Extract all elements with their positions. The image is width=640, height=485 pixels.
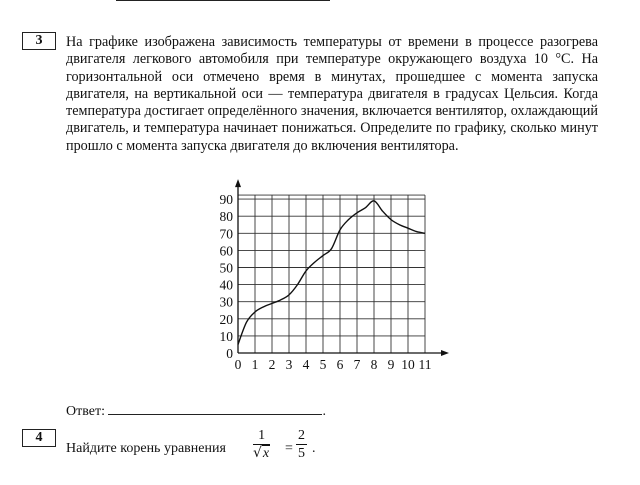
task-number-box — [22, 429, 56, 447]
equation-end: . — [312, 441, 316, 456]
x-tick-label: 2 — [268, 357, 276, 372]
x-tick-label: 6 — [336, 357, 344, 372]
y-tick-label: 10 — [219, 328, 233, 344]
rhs-fraction — [296, 428, 307, 462]
y-tick-label: 40 — [219, 277, 233, 293]
chart-tick-labels — [220, 192, 432, 372]
y-tick-label: 20 — [219, 311, 233, 327]
y-tick-label: 0 — [226, 346, 233, 361]
equals-sign: = — [285, 441, 293, 456]
y-axis-arrow — [235, 179, 241, 187]
x-tick-label: 9 — [387, 357, 395, 372]
sqrt-sign: √ — [253, 445, 262, 461]
y-tick-label: 60 — [219, 243, 233, 259]
task-number: 4 — [35, 430, 43, 445]
x-tick-label: 5 — [319, 357, 327, 372]
x-tick-label: 11 — [418, 357, 432, 372]
variable-x: x — [262, 446, 270, 461]
chart-series — [238, 201, 425, 345]
lhs-fraction — [253, 428, 270, 462]
y-tick-label: 70 — [219, 226, 233, 242]
task4-statement: Найдите корень уравнения — [66, 441, 226, 456]
x-tick-label: 1 — [251, 357, 259, 372]
x-tick-label: 8 — [370, 357, 378, 372]
rhs-numerator: 2 — [298, 428, 305, 443]
y-tick-label: 30 — [219, 294, 233, 310]
answer-field[interactable] — [108, 401, 322, 415]
y-tick-label: 50 — [219, 260, 233, 276]
temperature-curve — [238, 201, 425, 345]
answer-row — [66, 401, 326, 420]
rhs-denominator: 5 — [298, 446, 305, 461]
task-number: 3 — [35, 33, 43, 48]
x-tick-label: 10 — [401, 357, 415, 372]
lhs-denominator — [253, 445, 270, 462]
x-tick-label: 0 — [234, 357, 242, 372]
x-tick-label: 3 — [285, 357, 293, 372]
y-tick-label: 90 — [219, 192, 233, 208]
answer-label: Ответ: — [66, 404, 105, 419]
x-tick-label: 4 — [302, 357, 310, 372]
x-tick-label: 7 — [353, 357, 361, 372]
answer-period: . — [322, 404, 326, 419]
lhs-numerator: 1 — [253, 428, 270, 445]
x-axis-arrow — [441, 350, 449, 356]
chart-grid — [238, 195, 425, 353]
task-statement: На графике изображена зависимость температуры от времени в процессе разогрева двигателя легкового автомобиля при температуре окружающего воздуха 10 °C. На горизонтальной оси отмечено время в минутах, прошедшее с момента запуска двигателя, на вертикальной оси — температура двигателя в градусах Цельсия. Когда температура достигает определённого значения, включается вентилятор, охлаждающий двигатель, и температура начинает понижаться. Определите по графику, сколько минут прошло с момента запуска двигателя до включения вентилятора. — [66, 34, 598, 154]
y-tick-label: 80 — [219, 209, 233, 225]
